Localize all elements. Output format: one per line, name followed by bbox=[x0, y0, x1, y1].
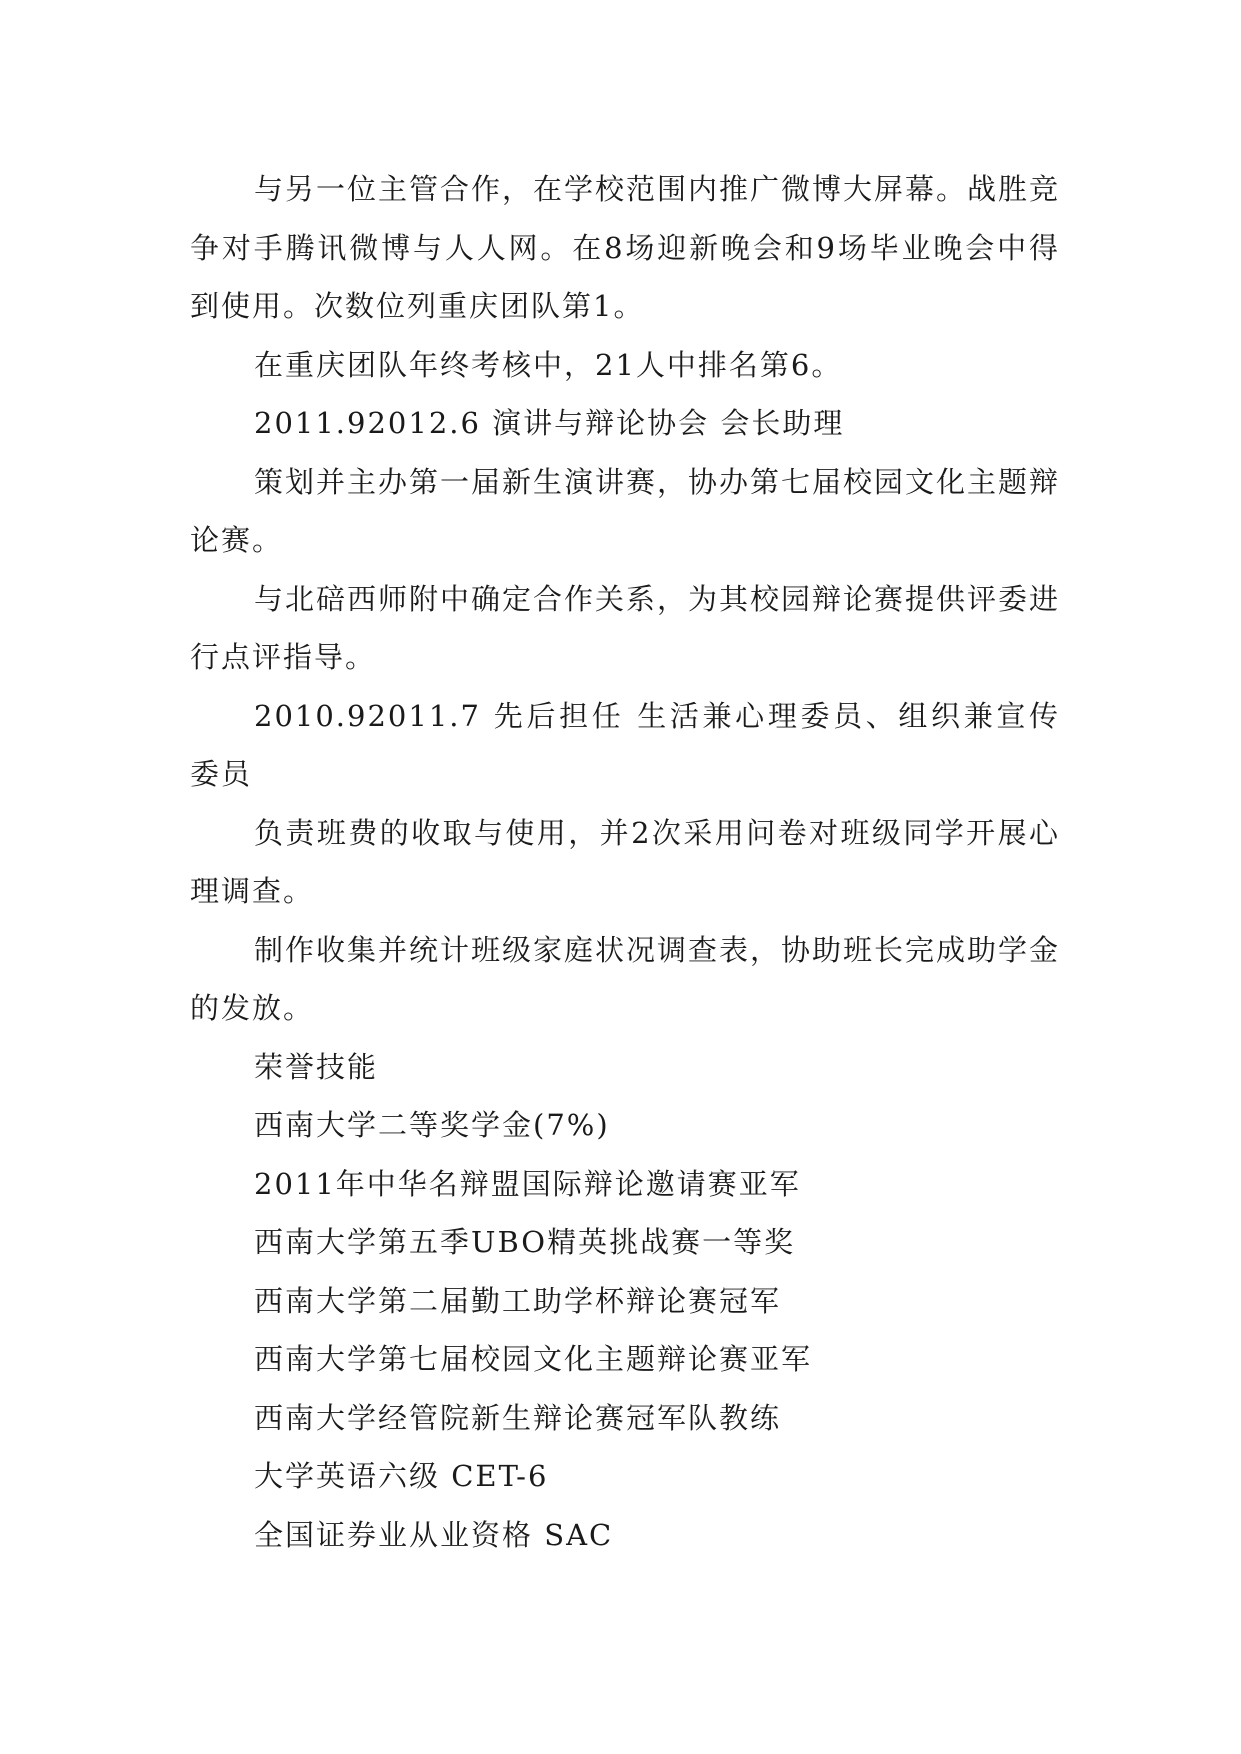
paragraph-weibo-promotion: 与另一位主管合作，在学校范围内推广微博大屏幕。战胜竞争对手腾讯微博与人人网。在8场迎新晚会和9场毕业晚会中得到使用。次数位列重庆团队第1。 bbox=[190, 172, 1061, 323]
section-heading-honors: 荣誉技能 bbox=[254, 1049, 379, 1084]
paragraph-class-committee: 2010.92011.7 先后担任 生活兼心理委员、组织兼宣传委员 bbox=[190, 698, 1060, 791]
document-body bbox=[190, 160, 1060, 1564]
skill-item: 大学英语六级 CET-6 bbox=[254, 1459, 549, 1493]
paragraph-debate-assistant: 2011.92012.6 演讲与辩论协会 会长助理 bbox=[254, 406, 845, 440]
skill-item: 全国证券业从业资格 SAC bbox=[254, 1517, 614, 1552]
paragraph-family-survey: 制作收集并统计班级家庭状况调查表，协助班长完成助学金的发放。 bbox=[190, 932, 1061, 1025]
paragraph-class-fee: 负责班费的收取与使用，并2次采用问卷对班级同学开展心理调查。 bbox=[190, 815, 1060, 908]
honor-item: 西南大学经管院新生辩论赛冠军队教练 bbox=[254, 1400, 782, 1435]
honor-item: 西南大学第五季UBO精英挑战赛一等奖 bbox=[254, 1225, 796, 1259]
honor-item: 西南大学第二届勤工助学杯辩论赛冠军 bbox=[254, 1283, 782, 1318]
paragraph-school-cooperation: 与北碚西师附中确定合作关系，为其校园辩论赛提供评委进行点评指导。 bbox=[190, 581, 1061, 674]
paragraph-speech-contest: 策划并主办第一届新生演讲赛，协办第七届校园文化主题辩论赛。 bbox=[190, 464, 1061, 557]
paragraph-annual-review: 在重庆团队年终考核中，21人中排名第6。 bbox=[254, 347, 843, 382]
honor-item: 西南大学二等奖学金(7%) bbox=[254, 1108, 610, 1142]
honor-item: 2011年中华名辩盟国际辩论邀请赛亚军 bbox=[254, 1166, 801, 1201]
honor-item: 西南大学第七届校园文化主题辩论赛亚军 bbox=[254, 1342, 813, 1376]
